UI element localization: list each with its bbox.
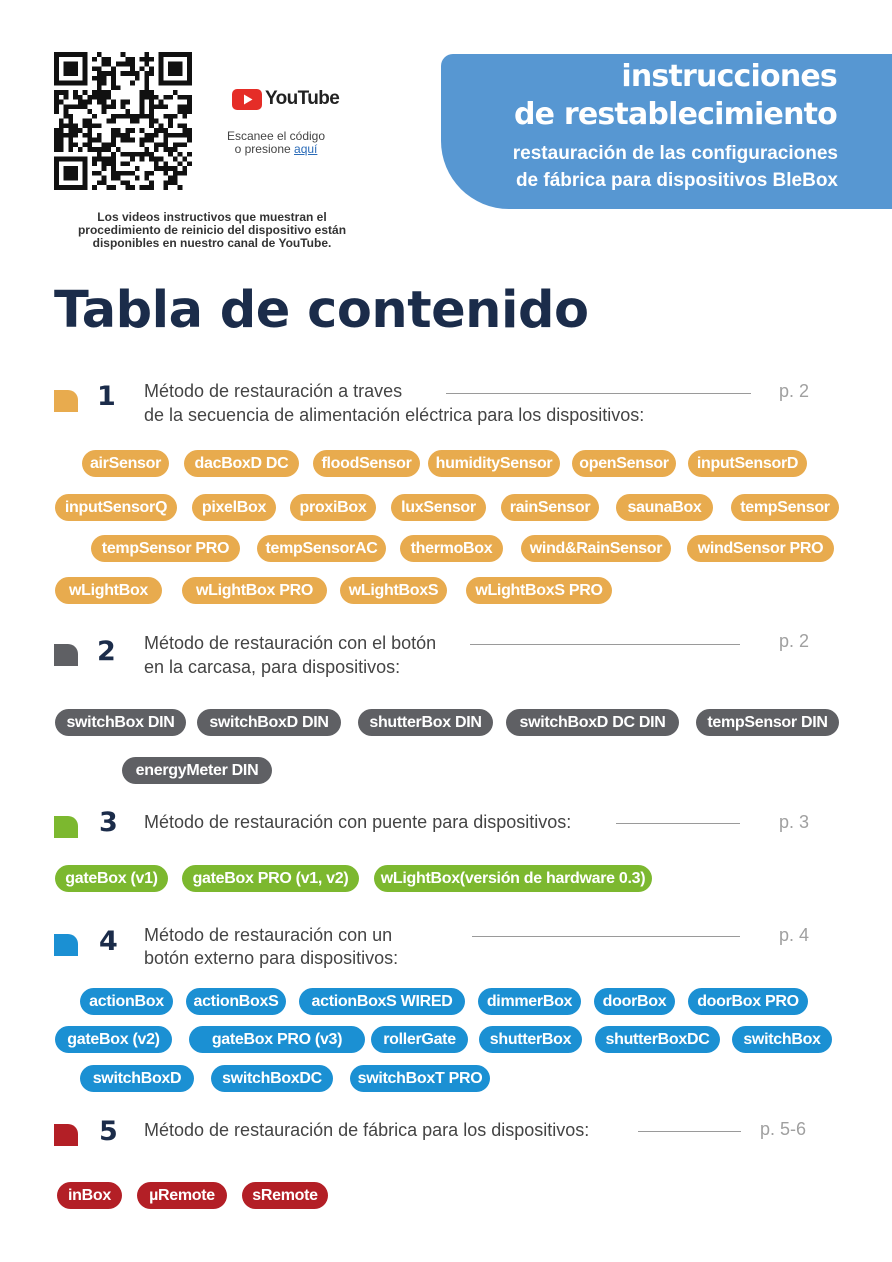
section-number-1: 1	[97, 381, 116, 412]
device-tag[interactable]: wLightBox PRO	[182, 577, 327, 604]
device-tag[interactable]: shutterBox	[479, 1026, 582, 1053]
section-title-1-line1[interactable]: Método de restauración a traves	[144, 381, 403, 401]
device-tag[interactable]: airSensor	[82, 450, 169, 477]
device-tag[interactable]: µRemote	[137, 1182, 227, 1209]
device-tag[interactable]: switchBoxDC	[211, 1065, 333, 1092]
device-tag[interactable]: dacBoxD DC	[184, 450, 299, 477]
section-leader-5	[638, 1131, 741, 1132]
section-leader-1	[446, 393, 751, 394]
section-page-1[interactable]: p. 2	[779, 381, 810, 401]
device-tag[interactable]: pixelBox	[192, 494, 276, 521]
section-marker-2	[54, 644, 78, 666]
section-page-5[interactable]: p. 5-6	[760, 1119, 807, 1139]
device-tag[interactable]: shutterBox DIN	[358, 709, 493, 736]
section-number-5: 5	[99, 1116, 118, 1147]
device-tag[interactable]: windSensor PRO	[687, 535, 834, 562]
device-tag[interactable]: wLightBoxS	[340, 577, 447, 604]
section-marker-3	[54, 816, 78, 838]
section-number-4: 4	[99, 926, 118, 957]
section-title-4-line1[interactable]: Método de restauración con un	[144, 925, 393, 945]
banner-title-line2: de restablecimiento	[513, 97, 837, 132]
device-tag[interactable]: inBox	[57, 1182, 122, 1209]
device-tag[interactable]: saunaBox	[616, 494, 713, 521]
device-tag[interactable]: switchBox DIN	[55, 709, 186, 736]
scan-text-prefix: o presione	[234, 142, 291, 156]
device-tag[interactable]: tempSensor PRO	[91, 535, 240, 562]
section-page-3[interactable]: p. 3	[779, 812, 810, 832]
section-page-4[interactable]: p. 4	[779, 925, 810, 945]
youtube-play-icon	[232, 89, 262, 110]
device-tag[interactable]: luxSensor	[391, 494, 486, 521]
device-tag[interactable]: shutterBoxDC	[595, 1026, 720, 1053]
youtube-logo[interactable]	[232, 88, 339, 110]
banner-subtitle-line1: restauración de las configuraciones	[512, 143, 838, 164]
device-tag[interactable]: inputSensorQ	[55, 494, 177, 521]
scan-text: Escanee el código	[226, 129, 326, 143]
section-leader-4	[472, 936, 740, 937]
device-tag[interactable]: thermoBox	[400, 535, 503, 562]
section-page-2[interactable]: p. 2	[779, 631, 810, 651]
device-tag[interactable]: switchBox	[732, 1026, 832, 1053]
banner-title-line1: instrucciones	[621, 59, 837, 94]
section-marker-5	[54, 1124, 78, 1146]
section-number-3: 3	[99, 807, 118, 838]
qr-code[interactable]	[54, 52, 192, 190]
device-tag[interactable]: energyMeter DIN	[122, 757, 272, 784]
device-tag[interactable]: tempSensorAC	[257, 535, 386, 562]
device-tag[interactable]: tempSensor	[731, 494, 839, 521]
youtube-wordmark: YouTube	[265, 88, 340, 109]
device-tag[interactable]: switchBoxT PRO	[350, 1065, 490, 1092]
device-tag[interactable]: gateBox (v2)	[55, 1026, 172, 1053]
device-tag[interactable]: sRemote	[242, 1182, 328, 1209]
device-tag[interactable]: floodSensor	[313, 450, 420, 477]
device-tag[interactable]: openSensor	[572, 450, 676, 477]
section-leader-2	[470, 644, 740, 645]
section-title-2-line2[interactable]: en la carcasa, para dispositivos:	[144, 657, 401, 677]
section-leader-3	[616, 823, 740, 824]
scan-text-line2	[214, 143, 338, 156]
device-tag[interactable]: wLightBoxS PRO	[466, 577, 612, 604]
device-tag[interactable]: humiditySensor	[428, 450, 560, 477]
section-title-1-line2[interactable]: de la secuencia de alimentación eléctrica para los dispositivos:	[144, 405, 645, 425]
device-tag[interactable]: gateBox PRO (v1, v2)	[182, 865, 359, 892]
device-tag[interactable]: switchBoxD DC DIN	[506, 709, 679, 736]
section-marker-1	[54, 390, 78, 412]
scan-instruction	[214, 130, 338, 156]
device-tag[interactable]: wLightBox(versión de hardware 0.3)	[374, 865, 652, 892]
device-tag[interactable]: gateBox (v1)	[55, 865, 168, 892]
section-title-4-line2[interactable]: botón externo para dispositivos:	[144, 948, 399, 968]
youtube-link[interactable]: aquí	[294, 142, 318, 156]
device-tag[interactable]: switchBoxD	[80, 1065, 194, 1092]
section-number-2: 2	[97, 636, 116, 667]
section-title-5[interactable]: Método de restauración de fábrica para los dispositivos:	[144, 1120, 590, 1140]
device-tag[interactable]: dimmerBox	[478, 988, 581, 1015]
device-tag[interactable]: switchBoxD DIN	[197, 709, 341, 736]
device-tag[interactable]: tempSensor DIN	[696, 709, 839, 736]
page-title: Tabla de contenido	[54, 281, 589, 340]
device-tag[interactable]: rollerGate	[371, 1026, 468, 1053]
section-title-2-line1[interactable]: Método de restauración con el botón	[144, 633, 437, 653]
device-tag[interactable]: wLightBox	[55, 577, 162, 604]
device-tag[interactable]: actionBox	[80, 988, 173, 1015]
device-tag[interactable]: doorBox PRO	[688, 988, 808, 1015]
device-tag[interactable]: doorBox	[594, 988, 675, 1015]
device-tag[interactable]: proxiBox	[290, 494, 376, 521]
device-tag[interactable]: rainSensor	[501, 494, 599, 521]
device-tag[interactable]: actionBoxS WIRED	[299, 988, 465, 1015]
device-tag[interactable]: inputSensorD	[688, 450, 807, 477]
banner-subtitle-line2: de fábrica para dispositivos BleBox	[515, 170, 838, 191]
device-tag[interactable]: gateBox PRO (v3)	[189, 1026, 365, 1053]
device-tag[interactable]: wind&RainSensor	[521, 535, 671, 562]
device-tag[interactable]: actionBoxS	[186, 988, 286, 1015]
youtube-note: Los videos instructivos que muestran el procedimiento de reinicio del dispositivo están disponibles en nuestro canal de YouTube.	[77, 210, 347, 250]
section-title-3[interactable]: Método de restauración con puente para dispositivos:	[144, 812, 572, 832]
section-marker-4	[54, 934, 78, 956]
